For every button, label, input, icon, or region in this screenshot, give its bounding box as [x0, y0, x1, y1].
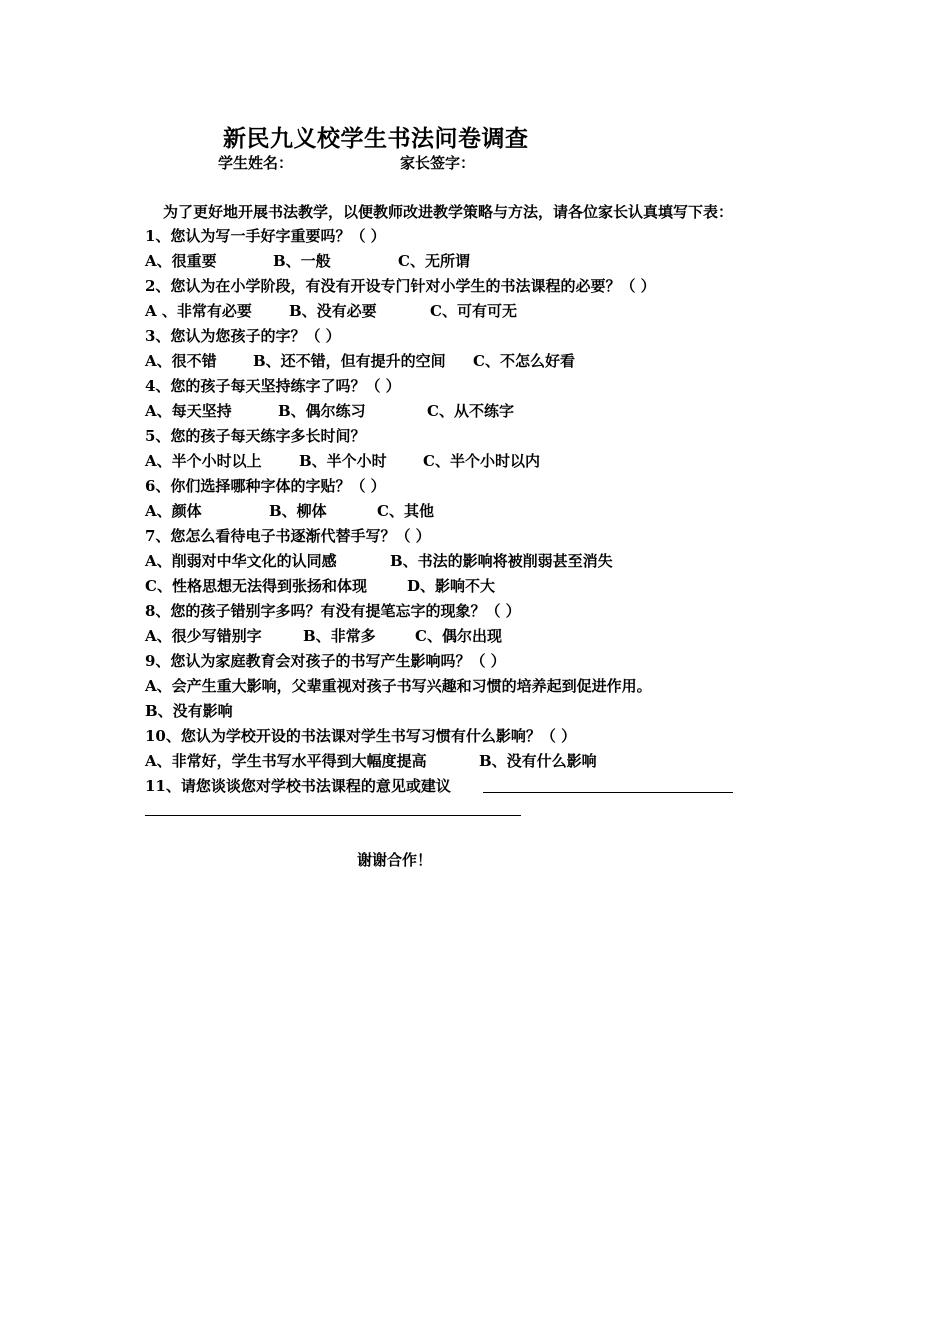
intro-text: 为了更好地开展书法教学，以便教师改进教学策略与方法，请各位家长认真填写下表：	[163, 203, 734, 221]
option-4b[interactable]: B、偶尔练习	[278, 402, 366, 420]
option-1a[interactable]: A、很重要	[145, 252, 217, 270]
option-1c[interactable]: C、无所谓	[398, 252, 470, 270]
question-10: 10、您认为学校开设的书法课对学生书写习惯有什么影响？（ ）	[145, 727, 577, 745]
option-1b[interactable]: B、一般	[273, 252, 331, 270]
page-title: 新民九义校学生书法问卷调查	[223, 125, 529, 152]
question-9: 9、您认为家庭教育会对孩子的书写产生影响吗？（ ）	[145, 652, 506, 670]
question-4: 4、您的孩子每天坚持练字了吗？（ ）	[145, 377, 401, 395]
question-11: 11、请您谈谈您对学校书法课程的意见或建议	[145, 777, 451, 795]
option-3c[interactable]: C、不怎么好看	[473, 352, 575, 370]
option-2c[interactable]: C、可有可无	[430, 302, 517, 320]
option-9a[interactable]: A、会产生重大影响，父辈重视对孩子书写兴趣和习惯的培养起到促进作用。	[145, 677, 652, 695]
option-2a[interactable]: A 、非常有必要	[145, 302, 252, 320]
option-10a[interactable]: A、非常好，学生书写水平得到大幅度提高	[145, 752, 427, 770]
option-7c[interactable]: C、性格思想无法得到张扬和体现	[145, 577, 367, 595]
parent-signature-label: 家长签字：	[400, 154, 476, 172]
option-6b[interactable]: B、柳体	[269, 502, 327, 520]
option-8c[interactable]: C、偶尔出现	[415, 627, 502, 645]
option-2b[interactable]: B、没有必要	[289, 302, 377, 320]
option-6a[interactable]: A、颜体	[145, 502, 202, 520]
option-6c[interactable]: C、其他	[377, 502, 434, 520]
question-5: 5、您的孩子每天练字多长时间？	[145, 427, 366, 445]
question-3: 3、您认为您孩子的字？（ ）	[145, 327, 341, 345]
option-5a[interactable]: A、半个小时以上	[145, 452, 262, 470]
question-7: 7、您怎么看待电子书逐渐代替手写？（ ）	[145, 527, 431, 545]
option-5c[interactable]: C、半个小时以内	[423, 452, 540, 470]
option-4c[interactable]: C、从不练字	[427, 402, 514, 420]
name-row	[218, 152, 476, 173]
thanks-text: 谢谢合作！	[357, 851, 433, 869]
option-8b[interactable]: B、非常多	[303, 627, 376, 645]
answer-11-second-line[interactable]	[145, 815, 521, 816]
option-7d[interactable]: D、影响不大	[407, 577, 496, 595]
option-10b[interactable]: B、没有什么影响	[479, 752, 597, 770]
option-3b[interactable]: B、还不错，但有提升的空间	[253, 352, 446, 370]
question-2: 2、您认为在小学阶段，有没有开设专门针对小学生的书法课程的必要？（ ）	[145, 277, 656, 295]
option-7b[interactable]: B、书法的影响将被削弱甚至消失	[390, 552, 613, 570]
question-1: 1、您认为写一手好字重要吗？（ ）	[145, 227, 386, 245]
option-7a[interactable]: A、削弱对中华文化的认同感	[145, 552, 337, 570]
option-4a[interactable]: A、每天坚持	[145, 402, 232, 420]
question-6: 6、你们选择哪种字体的字贴？（ ）	[145, 477, 386, 495]
option-8a[interactable]: A、很少写错别字	[145, 627, 262, 645]
option-5b[interactable]: B、半个小时	[299, 452, 387, 470]
option-9b[interactable]: B、没有影响	[145, 702, 233, 720]
question-8: 8、您的孩子错别字多吗？有没有提笔忘字的现象？（ ）	[145, 602, 521, 620]
answer-11-blank-line[interactable]	[483, 776, 733, 793]
option-3a[interactable]: A、很不错	[145, 352, 217, 370]
student-name-label: 学生姓名：	[218, 154, 294, 172]
